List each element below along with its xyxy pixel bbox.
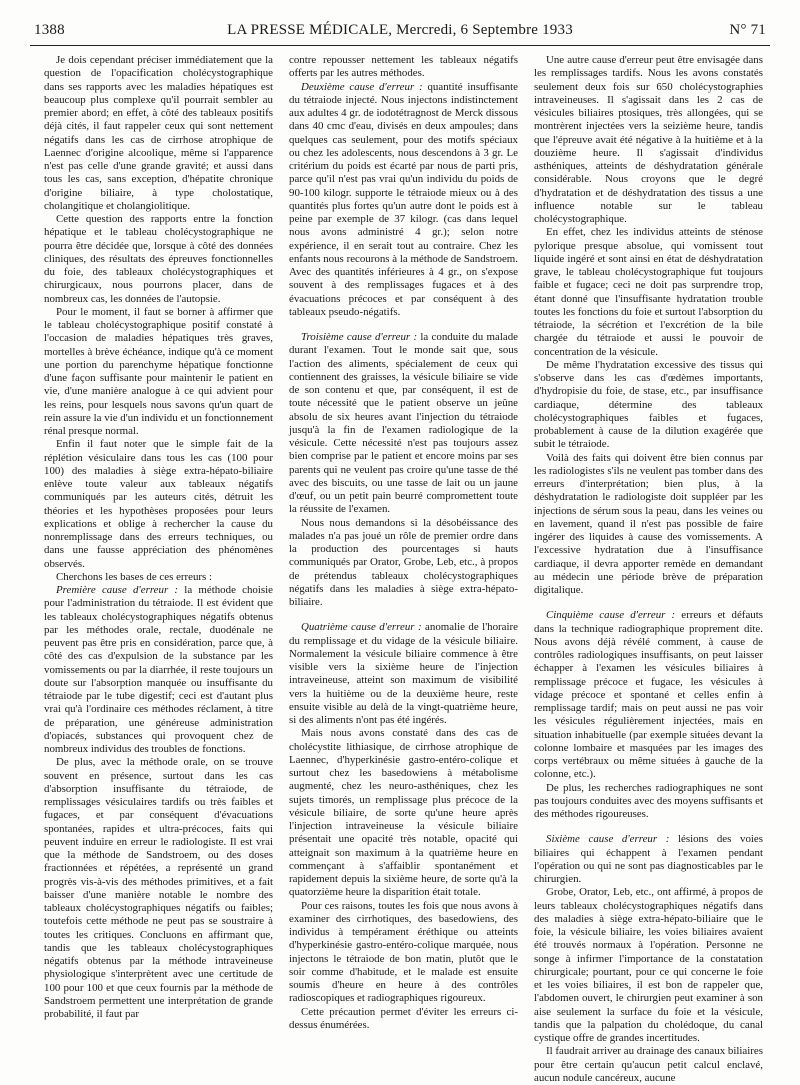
paragraph bbox=[289, 54, 518, 81]
paragraph bbox=[534, 833, 763, 886]
section-lead: Sixième cause d'erreur : bbox=[546, 833, 670, 846]
paragraph-text: Il faudrait arriver au drainage des canaux biliaires pour être certain qu'aucun petit calcul enclavé, aucun nodule cancéreux, aucune bbox=[534, 1045, 763, 1084]
paragraph bbox=[534, 54, 763, 226]
paragraph-text: lésions des voies biliaires qui échappent à l'examen pendant l'opération ou qui ne sont pas diagnosticables par le chirurgien. bbox=[534, 833, 763, 885]
paragraph-text: la conduite du malade durant l'examen. Tout le monde sait que, sous l'action des aliments, spécialement de ceux qui contiennent des graisses, la vésicule biliaire se vide de son contenu et que, par conséquent, il est de toute nécessité que le patient observe un jeûne absolu de six heures avant l'injection du tétraiode jusqu'à la fin de l'examen radiologique de la vésicule. Cette nécessité n'est pas toujours assez bien comprise par le patient et encore moins par ses parents qui ne veulent pas croire qu'une tasse de thé avec des biscuits, ou une tasse de lait ou un jaune d'œuf, ou un petit pain beurré compromettent toute la réussite de l'examen. bbox=[289, 331, 518, 516]
page-number: 1388 bbox=[34, 22, 65, 38]
paragraph-text: Cette question des rapports entre la fonction hépatique et le tableau cholécystographique ne pourra être décidée que, lorsque à côté des données cliniques, des résultats des épreuves fonctionnelles du foie, des tableaux cholécystographiques et chirurgicaux, nous pourrons placer, dans de nombreux cas, les données de l'autopsie. bbox=[44, 213, 273, 305]
issue-number: N° 71 bbox=[729, 22, 766, 38]
paragraph bbox=[289, 81, 518, 320]
paragraph bbox=[289, 621, 518, 727]
paragraph bbox=[534, 359, 763, 452]
paragraph-text: De plus, avec la méthode orale, on se trouve souvent en présence, surtout dans les cas d'absorption insuffisante du tétraiode, de remplissages vésiculaires tardifs ou très faibles et fugaces, et par conséquent d'évacuations spontanées, rapides et ultra-précoces, faits qui peuvent induire en erreur le radiologiste. Il est vrai que la méthode de Sandstroem, ou des doses fractionnées et répétées, a représenté un grand progrès vis-à-vis des méthodes primitives, et a fait baisser d'une manière notable le nombre des tableaux cholécystographiques négatifs ou faibles; toutefois cette méthode ne peut pas se soustraire à toutes les critiques. Concluons en affirmant que, tandis que les tableaux cholécystographiques négatifs obtenus par la méthode intraveineuse physiologique s'interprètent avec une certitude de 100 pour 100 et que ceux fournis par la méthode de Sandstroem permettent une interprétation de grande probabilité, il faut par bbox=[44, 756, 273, 1020]
paragraph-text: Voilà des faits qui doivent être bien connus par les radiologistes s'ils ne veulent pas tomber dans des erreurs d'interprétation; bien plus, à la déshydratation le radiologiste doit suppléer par les injections de sérum sous la peau, dans les veines ou en lavement, quand il n'est pas possible de faire ingérer des liquides à cause des vomissements. A l'excessive hydratation due à l'insuffisance cardiaque, il devra apporter remède en demandant au médecin une période brève de préparation digitalique. bbox=[534, 451, 763, 596]
paragraph-text: Mais nous avons constaté dans des cas de cholécystite lithiasique, de cirrhose atrophique de Laennec, d'hyperkinésie gastro-entéro-colique et surtout chez les basedowiens à métabolisme augmenté, chez les neuro-asthéniques, chez les sujets timorés, un remplissage plus précoce de la vésicule biliaire, de sorte qu'une heure après l'injection intraveineuse la vésicule biliaire présentait une opacité très notable, opacité qui atteignait son maximum à la quatrième heure en commençant à s'affaiblir spontanément et rapidement depuis la sixième heure, de sorte qu'à la quatorzième heure la disparition était totale. bbox=[289, 727, 518, 899]
section-lead: Quatrième cause d'erreur : bbox=[301, 621, 422, 634]
paragraph-text: Nous nous demandons si la désobéissance des malades n'a pas joué un rôle de premier ordre dans la production des pourcentages si hauts communiqués par Orator, Grobe, Leb, etc., à propos de prétendus tableaux cholécystographiques négatifs dans les maladies à siège extra-hépato-biliaire. bbox=[289, 516, 518, 608]
paragraph-text: erreurs et défauts dans la technique radiographique proprement dite. Nous avons déjà révélé comment, à cause de contrôles radiologiques insuffisants, on peut laisser échapper à l'examen les vésicules biliaires à remplissage précoce et fugace, les vésicules à vidage précoce et spontané et celles enfin à remplissage tardif; mais on peut aussi ne pas voir les vésicules régulièrement injectées, mais en situation inhabituelle (par exemple situées devant la colonne lombaire et masquées par les images des corps vertébraux ou même situées à gauche de la colonne, etc.). bbox=[534, 609, 763, 781]
paragraph bbox=[44, 756, 273, 1021]
paragraph bbox=[44, 438, 273, 571]
paragraph bbox=[44, 213, 273, 306]
paragraph bbox=[534, 886, 763, 1045]
paragraph bbox=[534, 452, 763, 598]
paragraph bbox=[289, 331, 518, 517]
text-column-3 bbox=[534, 54, 763, 1084]
section-lead: Deuxième cause d'erreur : bbox=[301, 80, 423, 93]
paragraph-text: De plus, les recherches radiographiques ne sont pas toujours conduites avec des moyens suffisants et des méthodes rigoureuses. bbox=[534, 781, 763, 820]
paragraph-text: Une autre cause d'erreur peut être envisagée dans les remplissages tardifs. Nous les avons constatés seulement deux fois sur 650 cholécystographies intraveineuses. Il s'agissait dans les 2 cas de vésicules biliaires ptosiques, très allongées, qui se montrèrent injectées vers la seizième heure, tandis que l'épreuve avait été négative à la huitième et à la douzième heure. Il s'agissait d'individus asthéniques, atteints de déshydratation générale considérable. Nous croyons que le degré d'hydratation et de déshydratation des tissus a une influence notable sur le tableau cholécystographique. bbox=[534, 54, 763, 225]
paragraph bbox=[289, 1006, 518, 1033]
paragraph-text: Pour ces raisons, toutes les fois que nous avons à examiner des cirrhotiques, des basedowiens, des individus à tempérament éréthique ou atteints d'hyperkinésie gastro-entéro-colique marquée, nous injectons le tétraiode de bon matin, plutôt que le soir comme d'habitude, et le malade est ensuite soumis d'heure en heure à des contrôles radioscopiques et radiographiques rigoureux. bbox=[289, 899, 518, 1005]
section-lead: Première cause d'erreur : bbox=[56, 584, 179, 596]
paragraph-text: Grobe, Orator, Leb, etc., ont affirmé, à propos de leurs tableaux cholécystographiques négatifs dans des maladies à siège extra-hépato-biliaire que le foie, la vésicule biliaire, les voies biliaires avaient été trouvés normaux à l'opération. Personne ne songe à infirmer l'importance de la constatation chirurgicale; pourtant, pour ce qui concerne le foie et les voies biliaires, il est bon de rappeler que, l'abdomen ouvert, le chirurgien peut examiner à son aise seulement la surface du foie et la vésicule, tandis que la palpation du cholédoque, du canal cystique offre de grandes incertitudes. bbox=[534, 886, 763, 1044]
text-column-1 bbox=[44, 54, 273, 1076]
paragraph-text: contre repousser nettement les tableaux négatifs offerts par les autres méthodes. bbox=[289, 54, 518, 80]
paragraph-text: la méthode choisie pour l'administration du tétraiode. Il est évident que les tableaux cholécystographiques négatifs obtenus par les méthodes orale, rectale, duodénale ne peuvent pas être pris en considération, parce que, à côté des cas d'expulsion de la substance par les vomissements ou par la diarrhée, il reste toujours un doute sur l'absorption manquée ou insuffisante du tétraiode par le tube digestif; ceci est d'autant plus vrai qu'à l'ordinaire ces méthodes réclament, à titre de préparation, une généreuse administration d'opiacés, substances qui provoquent chez de nombreux individus des troubles de fonctions. bbox=[44, 584, 273, 755]
paragraph-text: De même l'hydratation excessive des tissus qui s'observe dans les cas d'œdèmes importants, d'hydropisie du foie, de stase, etc., par insuffisance cardiaque, détermine des tableaux cholécystographiques faibles et fugaces, probablement à cause de la dilution exagérée que subit le tétraiode. bbox=[534, 358, 763, 451]
running-header bbox=[30, 16, 770, 46]
paragraph bbox=[289, 900, 518, 1006]
text-column-2 bbox=[289, 54, 518, 1076]
journal-title: LA PRESSE MÉDICALE, Mercredi, 6 Septembre 1933 bbox=[227, 22, 573, 38]
paragraph bbox=[44, 584, 273, 756]
paragraph bbox=[44, 306, 273, 439]
paragraph bbox=[44, 54, 273, 213]
paragraph bbox=[289, 727, 518, 899]
paragraph bbox=[534, 1045, 763, 1085]
paragraph bbox=[289, 517, 518, 610]
paragraph-text: anomalie de l'horaire du remplissage et du vidage de la vésicule biliaire. Normalement la vésicule biliaire commence à être visible vers la sixième heure de l'injection intraveineuse, atteint son maximum de visibilité vers la huitième ou de la deuxième heure, reste ensuite visible au delà de la vingt-quatrième heure, si des aliments n'ont pas été ingérés. bbox=[289, 621, 518, 726]
paragraph-text: Pour le moment, il faut se borner à affirmer que le tableau cholécystographique positif constaté à l'occasion de maladies hépatiques très graves, mortelles à brève échéance, indique qu'à ce moment une portion du parenchyme hépatique fonctionne d'une façon suffisante pour maintenir le patient en vie, d'une manière analogue à ce qui advient pour les reins, pour lesquels nous savons qu'un quart de rein assure la vie d'un individu et un fonctionnement rénal presque normal. bbox=[44, 305, 273, 437]
paragraph-text: Cherchons les bases de ces erreurs : bbox=[56, 570, 213, 583]
paragraph bbox=[534, 226, 763, 359]
paragraph bbox=[534, 782, 763, 822]
paragraph bbox=[534, 609, 763, 781]
paragraph-text: quantité insuffisante du tétraiode injecté. Nous injectons indistinctement aux adultes 4 gr. de iodotétragnost de Merck dissous dans 40 cmc d'eau, divisés en deux ampoules; dans quelques cas seulement, pour des motifs spéciaux ou chez les adolescents, nous descendons à 3 gr. Le critérium du poids est écarté par nous de parti pris, parce qu'il n'est pas vrai qu'un individu du poids de 90-100 kilogr. supporte le tétraiode mieux ou à des quantités plus fortes qu'un autre dont le poids est à peine par exemple de 37 kilogr. (cas dans lequel nous avons administré 4 gr.); selon notre expérience, il en serait tout au contraire. Chez les enfants nous recourons à la méthode de Sandstroem. Avec des quantités inférieures à 4 gr., on s'expose souvent à des remplissages fugaces et à des évacuations précoces et par conséquent à des tableaux pseudo-négatifs. bbox=[289, 80, 519, 318]
paragraph-text: Enfin il faut noter que le simple fait de la réplétion vésiculaire dans tous les cas (100 pour 100) des maladies à siège extra-hépato-biliaire enlève toute valeur aux tableaux négatifs communiqués par les auteurs cités, détruit les théories et les hypothèses proposées pour leurs explications et oblige à rechercher la cause du nonremplissage dans des erreurs techniques, ou dans une fausse appréciation des phénomènes observés. bbox=[44, 438, 273, 570]
section-lead: Cinquième cause d'erreur : bbox=[546, 609, 676, 622]
paragraph-text: En effet, chez les individus atteints de sténose pylorique presque absolue, qui vomissent tout liquide ingéré et sont ainsi en état de déshydratation grave, le tableau cholécystographique fut toujours faible et fugace; ceci ne doit pas surprendre trop, étant donné que l'insuffisante hydratation trouble toutes les fonctions du foie et surtout l'absorption du tétraiode, la sécrétion et l'excrétion de la bile chargée du tétraiode et aussi le pouvoir de concentration de la vésicule. bbox=[534, 226, 763, 358]
section-lead: Troisième cause d'erreur : bbox=[301, 331, 418, 343]
article-body bbox=[44, 54, 764, 1084]
paragraph-text: Cette précaution permet d'éviter les erreurs ci-dessus énumérées. bbox=[289, 1005, 518, 1031]
paragraph-text: Je dois cependant préciser immédiatement que la question de l'opacification cholécystographique dans ses rapports avec les maladies hépatiques est beaucoup plus complexe qu'il pourrait sembler au premier abord; en effet, à côté des tableaux positifs déjà cités, il faut rappeler ceux qui sont nettement négatifs dans les cas de cirrhose atrophique de Laennec d'origine alcoolique, même si l'apparence n'est pas celle d'une grande gravité; et aussi dans tous les cas, sans exception, d'hépatite chronique d'origine biliaire, à type cholostatique, cholangitique et cholangiolitique. bbox=[44, 54, 273, 212]
paragraph bbox=[44, 571, 273, 584]
